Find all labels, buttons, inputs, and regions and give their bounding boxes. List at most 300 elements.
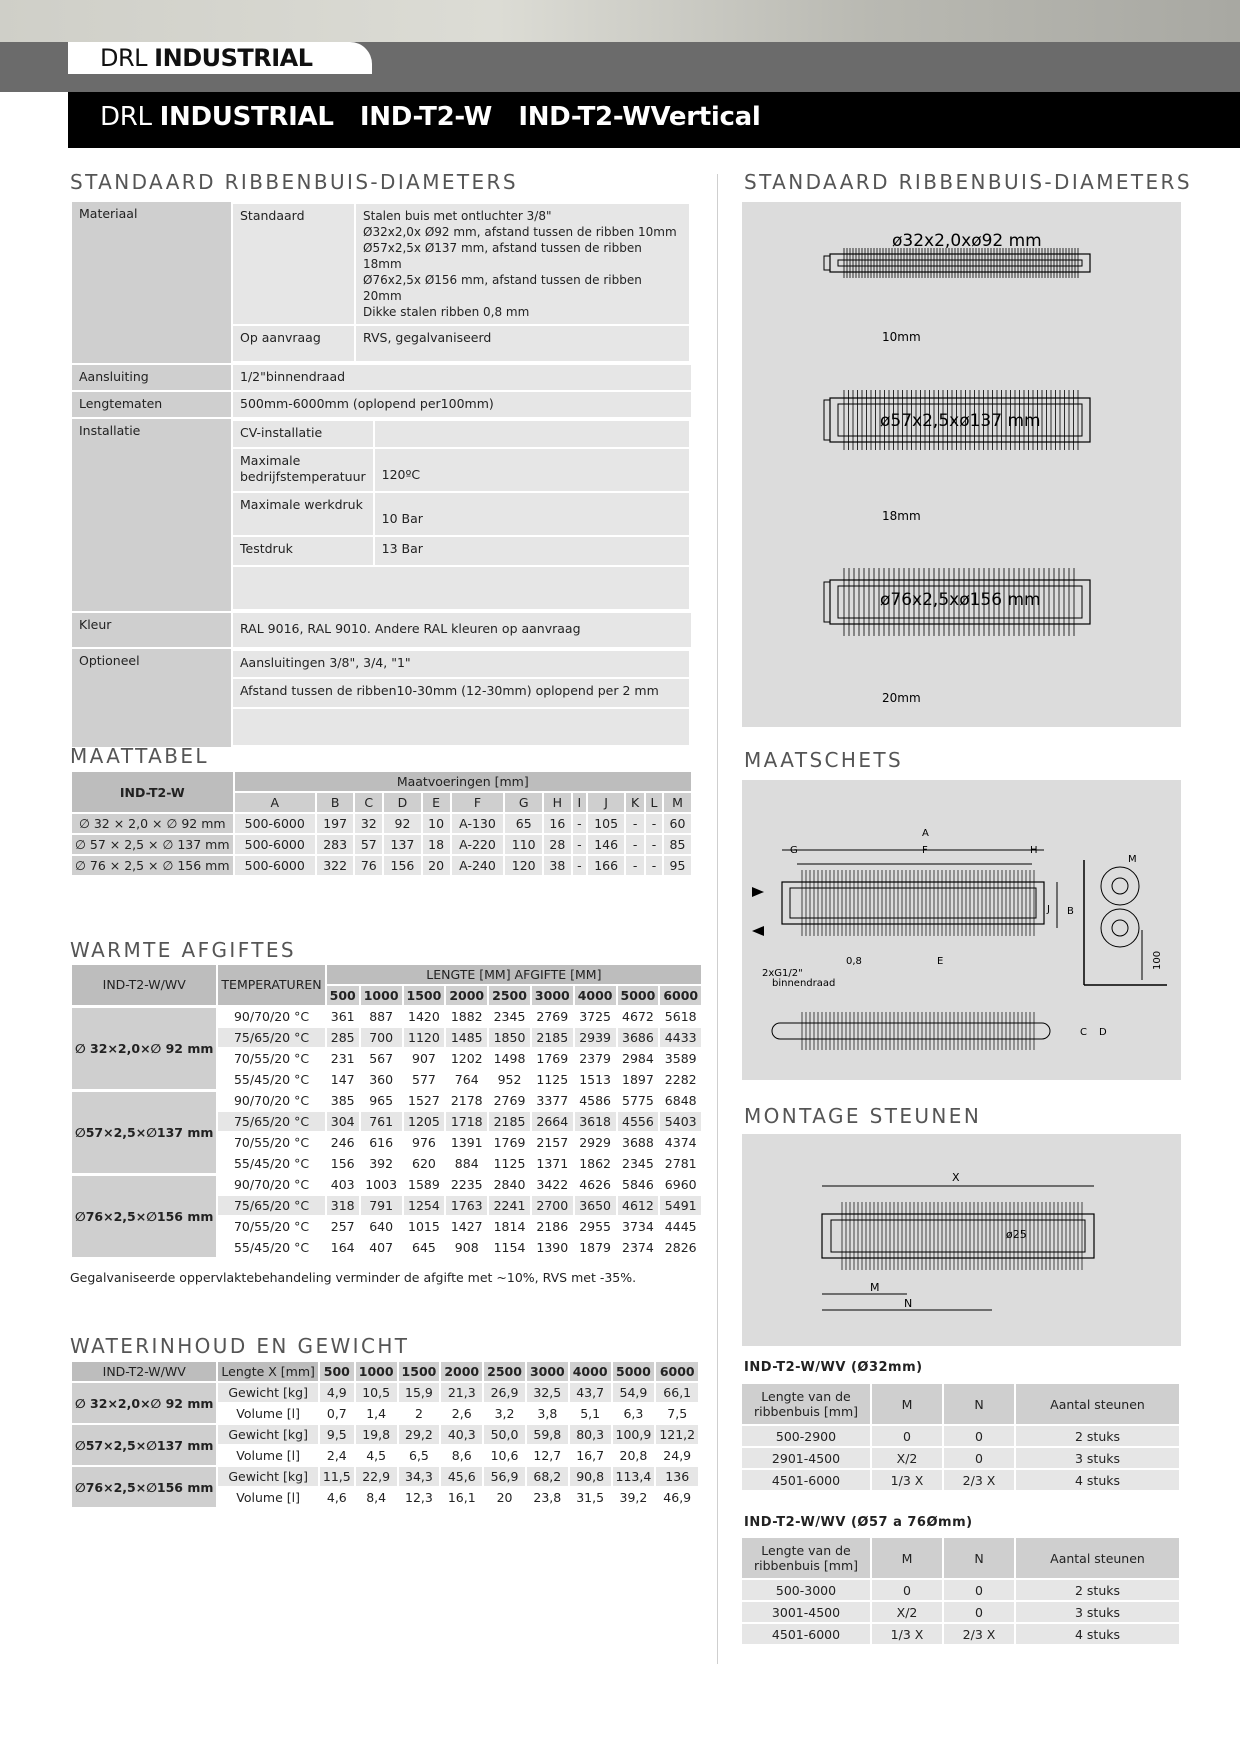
- water-length: 3000: [526, 1361, 569, 1382]
- table-cell: 100,9: [612, 1424, 656, 1445]
- spec-row-materiaal: [71, 201, 692, 364]
- spec-opt-2: Afstand tussen de ribben10-30mm (12-30mm) oplopend per 2 mm: [233, 678, 690, 708]
- table-cell: 4,6: [319, 1487, 355, 1508]
- table-cell: 57: [354, 834, 383, 855]
- tab-brand-light: DRL: [100, 44, 148, 72]
- table-cell: 1205: [403, 1111, 446, 1132]
- montage-head: M: [871, 1383, 943, 1425]
- table-cell: 1154: [488, 1237, 531, 1258]
- maattabel-title: MAATTABEL: [70, 744, 209, 768]
- spec-installatie-label: Installatie: [71, 418, 232, 612]
- table-cell: 6,3: [612, 1403, 656, 1424]
- table-cell: 620: [403, 1153, 446, 1174]
- spec-opt-1: Aansluitingen 3/8", 3/4, "1": [233, 650, 690, 678]
- maattabel-col: B: [316, 792, 354, 813]
- water-measure: Gewicht [kg]: [217, 1382, 319, 1403]
- table-cell: 146: [587, 834, 625, 855]
- table-cell: 5618: [659, 1006, 702, 1027]
- table-cell: 90,8: [569, 1466, 612, 1487]
- table-cell: 18: [422, 834, 451, 855]
- table-cell: 10,6: [483, 1445, 526, 1466]
- table-cell: 2/3 X: [943, 1469, 1015, 1491]
- table-cell: 2955: [574, 1216, 617, 1237]
- table-cell: 2664: [531, 1111, 574, 1132]
- diameters-drawing: [742, 202, 1181, 727]
- ms-b: B: [1067, 906, 1074, 917]
- ms-d: D: [1099, 1027, 1107, 1038]
- table-cell: 19,8: [355, 1424, 398, 1445]
- table-cell: 567: [360, 1048, 403, 1069]
- spec-kleur-label: Kleur: [71, 612, 232, 648]
- table-cell: A-240: [451, 855, 505, 876]
- warmte-length: 1000: [360, 985, 403, 1006]
- table-cell: 3,2: [483, 1403, 526, 1424]
- warmte-length: 4000: [574, 985, 617, 1006]
- warmte-temp: 55/45/20 °C: [217, 1153, 325, 1174]
- table-cell: 0: [943, 1579, 1015, 1601]
- table-cell: 60: [663, 813, 692, 834]
- montage-head: N: [943, 1537, 1015, 1579]
- table-cell: 3650: [574, 1195, 617, 1216]
- table-cell: 577: [403, 1069, 446, 1090]
- table-cell: 1485: [445, 1027, 488, 1048]
- table-cell: 166: [587, 855, 625, 876]
- spec-max-temp-label: Maximale bedrijfstemperatuur: [233, 448, 374, 492]
- maattabel-table: [70, 770, 693, 877]
- table-cell: 257: [326, 1216, 360, 1237]
- table-cell: 95: [663, 855, 692, 876]
- spec-standaard-lines: [355, 203, 690, 325]
- table-cell: 1769: [531, 1048, 574, 1069]
- table-cell: 2769: [488, 1090, 531, 1111]
- table-cell: 1769: [488, 1132, 531, 1153]
- montage-head: Aantal steunen: [1015, 1383, 1180, 1425]
- table-cell: 907: [403, 1048, 446, 1069]
- table-cell: 147: [326, 1069, 360, 1090]
- table-cell: 1718: [445, 1111, 488, 1132]
- table-cell: 1,4: [355, 1403, 398, 1424]
- warmte-temp: 70/55/20 °C: [217, 1048, 325, 1069]
- mo-d25: ø25: [1006, 1228, 1027, 1241]
- table-cell: 65: [504, 813, 542, 834]
- montage-table-2: [740, 1536, 1181, 1646]
- table-cell: 2186: [531, 1216, 574, 1237]
- ms-m: M: [1128, 854, 1137, 865]
- table-cell: 1879: [574, 1237, 617, 1258]
- table-cell: 85: [663, 834, 692, 855]
- warmte-temp: 90/70/20 °C: [217, 1090, 325, 1111]
- table-cell: -: [625, 834, 645, 855]
- table-cell: 1814: [488, 1216, 531, 1237]
- table-cell: 2826: [659, 1237, 702, 1258]
- spec-materiaal-label: Materiaal: [71, 201, 232, 364]
- water-length: 500: [319, 1361, 355, 1382]
- table-cell: 2241: [488, 1195, 531, 1216]
- table-cell: 26,9: [483, 1382, 526, 1403]
- table-cell: 4 stuks: [1015, 1469, 1180, 1491]
- montage-head: N: [943, 1383, 1015, 1425]
- water-length: 1500: [398, 1361, 441, 1382]
- montage-fins: [842, 1202, 1082, 1270]
- table-cell: 1/3 X: [871, 1623, 943, 1645]
- maattabel-type: IND-T2-W: [71, 771, 234, 813]
- table-cell: 120: [504, 855, 542, 876]
- ms-e: E: [937, 956, 944, 967]
- table-cell: 5846: [617, 1174, 660, 1195]
- d1-dim: 10mm: [882, 330, 921, 344]
- water-group-label: ∅ 32×2,0×∅ 92 mm: [71, 1382, 217, 1424]
- table-cell: 1390: [531, 1237, 574, 1258]
- ms-conn-1: 2xG1/2": [762, 968, 803, 979]
- table-row: [71, 813, 692, 834]
- table-cell: 137: [383, 834, 421, 855]
- table-cell: 361: [326, 1006, 360, 1027]
- table-cell: 136: [655, 1466, 699, 1487]
- d2-dim: 18mm: [882, 509, 921, 523]
- montage-title: MONTAGE STEUNEN: [744, 1104, 982, 1128]
- table-cell: 16,7: [569, 1445, 612, 1466]
- spec-testdruk-value: 13 Bar: [374, 536, 690, 566]
- ms-g: G: [790, 845, 798, 856]
- table-cell: 616: [360, 1132, 403, 1153]
- maatschets-drawing: [742, 780, 1181, 1080]
- ms-08: 0,8: [846, 956, 862, 967]
- table-cell: 3725: [574, 1006, 617, 1027]
- table-cell: A-130: [451, 813, 505, 834]
- radiator-cap: [824, 400, 830, 440]
- table-cell: 15,9: [398, 1382, 441, 1403]
- table-cell: 1391: [445, 1132, 488, 1153]
- warmte-group: LENGTE [MM] AFGIFTE [MM]: [326, 964, 702, 985]
- spec-line-3: Ø57x2,5x Ø137 mm, afstand tussen de ribben 18mm: [363, 241, 642, 271]
- ms-inlet-arrow-icon: [752, 887, 764, 897]
- warmte-length: 2500: [488, 985, 531, 1006]
- montage-head: Lengte van de ribbenbuis [mm]: [741, 1537, 871, 1579]
- warmte-length: 5000: [617, 985, 660, 1006]
- montage-head: Lengte van de ribbenbuis [mm]: [741, 1383, 871, 1425]
- maattabel-row-label: ∅ 76 × 2,5 × ∅ 156 mm: [71, 855, 234, 876]
- table-cell: 1420: [403, 1006, 446, 1027]
- table-cell: 4445: [659, 1216, 702, 1237]
- warmte-length: 3000: [531, 985, 574, 1006]
- table-cell: -: [572, 834, 587, 855]
- montage-t1-title: IND-T2-W/WV (Ø32mm): [744, 1360, 923, 1375]
- radiator-cap: [824, 256, 830, 270]
- table-cell: 2901-4500: [741, 1447, 871, 1469]
- table-cell: 283: [316, 834, 354, 855]
- table-cell: 22,9: [355, 1466, 398, 1487]
- table-cell: 6848: [659, 1090, 702, 1111]
- spec-table: [70, 200, 693, 749]
- table-cell: 645: [403, 1237, 446, 1258]
- table-row: [71, 1174, 702, 1195]
- table-cell: 7,5: [655, 1403, 699, 1424]
- water-length: 1000: [355, 1361, 398, 1382]
- water-title: WATERINHOUD EN GEWICHT: [70, 1334, 410, 1358]
- table-cell: 20: [422, 855, 451, 876]
- table-cell: -: [625, 855, 645, 876]
- radiator-32-drawing: [824, 248, 1090, 278]
- spec-line-5: Dikke stalen ribben 0,8 mm: [363, 305, 530, 319]
- table-cell: 164: [326, 1237, 360, 1258]
- table-cell: 121,2: [655, 1424, 699, 1445]
- table-cell: 2,4: [319, 1445, 355, 1466]
- table-cell: 23,8: [526, 1487, 569, 1508]
- warmte-group-label: ∅57×2,5×∅137 mm: [71, 1090, 217, 1174]
- table-cell: 3734: [617, 1216, 660, 1237]
- table-cell: 1003: [360, 1174, 403, 1195]
- table-cell: 2235: [445, 1174, 488, 1195]
- maattabel-col: I: [572, 792, 587, 813]
- maattabel-col: J: [587, 792, 625, 813]
- table-cell: 4556: [617, 1111, 660, 1132]
- table-cell: 105: [587, 813, 625, 834]
- warmte-temp-head: TEMPERATUREN: [217, 964, 325, 1006]
- table-cell: -: [645, 813, 663, 834]
- warmte-temp: 55/45/20 °C: [217, 1069, 325, 1090]
- table-cell: 16: [543, 813, 572, 834]
- table-cell: 500-6000: [234, 834, 316, 855]
- table-cell: 1882: [445, 1006, 488, 1027]
- table-cell: 29,2: [398, 1424, 441, 1445]
- warmte-temp: 75/65/20 °C: [217, 1195, 325, 1216]
- spec-op-aanvraag-label: Op aanvraag: [233, 325, 355, 362]
- table-cell: 5,1: [569, 1403, 612, 1424]
- table-cell: 3,8: [526, 1403, 569, 1424]
- banner-light: DRL: [100, 102, 152, 132]
- table-cell: 6960: [659, 1174, 702, 1195]
- table-cell: 965: [360, 1090, 403, 1111]
- banner-bold: INDUSTRIAL IND-T2-W IND-T2-WVertical: [159, 102, 761, 132]
- table-cell: 4 stuks: [1015, 1623, 1180, 1645]
- table-cell: 46,9: [655, 1487, 699, 1508]
- water-group-label: ∅57×2,5×∅137 mm: [71, 1424, 217, 1466]
- table-cell: 318: [326, 1195, 360, 1216]
- table-cell: 24,9: [655, 1445, 699, 1466]
- ms-c: C: [1080, 1027, 1087, 1038]
- table-cell: 21,3: [440, 1382, 483, 1403]
- table-cell: 5775: [617, 1090, 660, 1111]
- table-cell: 2 stuks: [1015, 1425, 1180, 1447]
- warmte-group-label: ∅ 32×2,0×∅ 92 mm: [71, 1006, 217, 1090]
- warmte-length: 2000: [445, 985, 488, 1006]
- table-cell: 10,5: [355, 1382, 398, 1403]
- table-cell: A-220: [451, 834, 505, 855]
- table-cell: 12,3: [398, 1487, 441, 1508]
- table-cell: 16,1: [440, 1487, 483, 1508]
- table-cell: 12,7: [526, 1445, 569, 1466]
- table-cell: 4501-6000: [741, 1469, 871, 1491]
- maattabel-col: D: [383, 792, 421, 813]
- table-row: [741, 1623, 1180, 1645]
- table-cell: 1254: [403, 1195, 446, 1216]
- warmte-note: Gegalvaniseerde oppervlaktebehandeling verminder de afgifte met ~10%, RVS met -35%.: [70, 1270, 637, 1285]
- table-cell: 403: [326, 1174, 360, 1195]
- table-cell: 3589: [659, 1048, 702, 1069]
- table-cell: 908: [445, 1237, 488, 1258]
- table-cell: 6,5: [398, 1445, 441, 1466]
- table-row: [741, 1601, 1180, 1623]
- water-group-label: ∅76×2,5×∅156 mm: [71, 1466, 217, 1508]
- table-row: [71, 1382, 699, 1403]
- table-cell: 34,3: [398, 1466, 441, 1487]
- table-cell: 0: [943, 1601, 1015, 1623]
- table-cell: 2345: [488, 1006, 531, 1027]
- table-cell: 110: [504, 834, 542, 855]
- warmte-temp: 70/55/20 °C: [217, 1132, 325, 1153]
- water-len-head: Lengte X [mm]: [217, 1361, 319, 1382]
- d3-label: ø76x2,5xø156 mm: [880, 590, 1041, 610]
- table-cell: 1120: [403, 1027, 446, 1048]
- spec-aansluiting-value: 1/2"binnendraad: [232, 364, 692, 391]
- table-cell: 68,2: [526, 1466, 569, 1487]
- water-measure: Gewicht [kg]: [217, 1466, 319, 1487]
- table-cell: 4,9: [319, 1382, 355, 1403]
- montage-head: Aantal steunen: [1015, 1537, 1180, 1579]
- spec-title: STANDAARD RIBBENBUIS-DIAMETERS: [70, 170, 518, 194]
- table-cell: 385: [326, 1090, 360, 1111]
- table-cell: 887: [360, 1006, 403, 1027]
- spec-optioneel-label: Optioneel: [71, 648, 232, 748]
- table-cell: 2929: [574, 1132, 617, 1153]
- mo-x: X: [952, 1171, 960, 1184]
- table-cell: 5491: [659, 1195, 702, 1216]
- table-cell: 2374: [617, 1237, 660, 1258]
- table-cell: 761: [360, 1111, 403, 1132]
- water-measure: Volume [l]: [217, 1403, 319, 1424]
- maatschets-fins: [802, 870, 1034, 936]
- maattabel-col: E: [422, 792, 451, 813]
- warmte-length: 1500: [403, 985, 446, 1006]
- table-cell: 2 stuks: [1015, 1579, 1180, 1601]
- table-cell: X/2: [871, 1447, 943, 1469]
- tab-brand-bold: INDUSTRIAL: [154, 44, 313, 72]
- table-cell: 4,5: [355, 1445, 398, 1466]
- table-cell: 2282: [659, 1069, 702, 1090]
- d3-dim: 20mm: [882, 691, 921, 705]
- table-cell: 10: [422, 813, 451, 834]
- warmte-temp: 90/70/20 °C: [217, 1006, 325, 1027]
- diam-title: STANDAARD RIBBENBUIS-DIAMETERS: [744, 170, 1192, 194]
- table-cell: 4626: [574, 1174, 617, 1195]
- spec-kleur-value: RAL 9016, RAL 9010. Andere RAL kleuren op aanvraag: [232, 612, 692, 648]
- table-cell: 1897: [617, 1069, 660, 1090]
- column-divider: [717, 174, 718, 1664]
- table-cell: 1589: [403, 1174, 446, 1195]
- table-cell: 56,9: [483, 1466, 526, 1487]
- ms-a: A: [922, 828, 929, 839]
- table-cell: 0: [871, 1425, 943, 1447]
- spec-lengtematen-label: Lengtematen: [71, 391, 232, 418]
- maattabel-col: C: [354, 792, 383, 813]
- water-measure: Volume [l]: [217, 1487, 319, 1508]
- table-cell: 2/3 X: [943, 1623, 1015, 1645]
- mo-n: N: [904, 1297, 913, 1310]
- maattabel-col: L: [645, 792, 663, 813]
- table-row: [71, 1424, 699, 1445]
- table-cell: 80,3: [569, 1424, 612, 1445]
- spec-line-1: Stalen buis met ontluchter 3/8": [363, 209, 552, 223]
- water-type: IND-T2-W/WV: [71, 1361, 217, 1382]
- table-cell: 20: [483, 1487, 526, 1508]
- water-length: 4000: [569, 1361, 612, 1382]
- table-cell: 3618: [574, 1111, 617, 1132]
- table-cell: 1/3 X: [871, 1469, 943, 1491]
- spec-line-4: Ø76x2,5x Ø156 mm, afstand tussen de ribben 20mm: [363, 273, 642, 303]
- water-table: [70, 1360, 700, 1509]
- table-cell: 2,6: [440, 1403, 483, 1424]
- table-cell: 54,9: [612, 1382, 656, 1403]
- table-cell: 2700: [531, 1195, 574, 1216]
- montage-t2-title: IND-T2-W/WV (Ø57 a 76Ømm): [744, 1515, 973, 1530]
- maattabel-col: H: [543, 792, 572, 813]
- table-cell: 8,4: [355, 1487, 398, 1508]
- table-cell: 0: [871, 1579, 943, 1601]
- table-cell: -: [572, 855, 587, 876]
- table-cell: 31,5: [569, 1487, 612, 1508]
- ms-h: H: [1030, 845, 1038, 856]
- mo-m: M: [870, 1281, 880, 1294]
- table-cell: 1862: [574, 1153, 617, 1174]
- table-cell: 32,5: [526, 1382, 569, 1403]
- table-cell: 156: [383, 855, 421, 876]
- table-cell: 1125: [488, 1153, 531, 1174]
- table-cell: 1850: [488, 1027, 531, 1048]
- table-cell: 1125: [531, 1069, 574, 1090]
- table-cell: 392: [360, 1153, 403, 1174]
- warmte-length: 6000: [659, 985, 702, 1006]
- table-cell: 976: [403, 1132, 446, 1153]
- warmte-temp: 90/70/20 °C: [217, 1174, 325, 1195]
- table-cell: 76: [354, 855, 383, 876]
- table-cell: -: [625, 813, 645, 834]
- table-row: [71, 1466, 699, 1487]
- table-cell: 791: [360, 1195, 403, 1216]
- table-cell: 1015: [403, 1216, 446, 1237]
- maattabel-col: M: [663, 792, 692, 813]
- warmte-type: IND-T2-W/WV: [71, 964, 217, 1006]
- table-cell: 2379: [574, 1048, 617, 1069]
- table-cell: 0: [943, 1447, 1015, 1469]
- brand-tab: [68, 42, 372, 74]
- table-row: [71, 1090, 702, 1111]
- table-cell: 764: [445, 1069, 488, 1090]
- table-cell: -: [572, 813, 587, 834]
- table-cell: 0,7: [319, 1403, 355, 1424]
- warmte-group-label: ∅76×2,5×∅156 mm: [71, 1174, 217, 1258]
- table-cell: 40,3: [440, 1424, 483, 1445]
- table-cell: 66,1: [655, 1382, 699, 1403]
- spec-standaard-label: Standaard: [233, 203, 355, 325]
- table-cell: 1513: [574, 1069, 617, 1090]
- table-cell: 156: [326, 1153, 360, 1174]
- ms-100: 100: [1152, 950, 1163, 970]
- table-cell: 2345: [617, 1153, 660, 1174]
- table-cell: 3686: [617, 1027, 660, 1048]
- maatschets-fins-2: [802, 1012, 1034, 1050]
- table-cell: 285: [326, 1027, 360, 1048]
- table-cell: 1763: [445, 1195, 488, 1216]
- table-cell: 2185: [488, 1111, 531, 1132]
- table-cell: 92: [383, 813, 421, 834]
- d2-label: ø57x2,5xø137 mm: [880, 411, 1041, 431]
- table-cell: 2769: [531, 1006, 574, 1027]
- ms-f: F: [922, 845, 928, 856]
- table-cell: 231: [326, 1048, 360, 1069]
- table-cell: 32: [354, 813, 383, 834]
- table-cell: 39,2: [612, 1487, 656, 1508]
- warmte-temp: 75/65/20 °C: [217, 1027, 325, 1048]
